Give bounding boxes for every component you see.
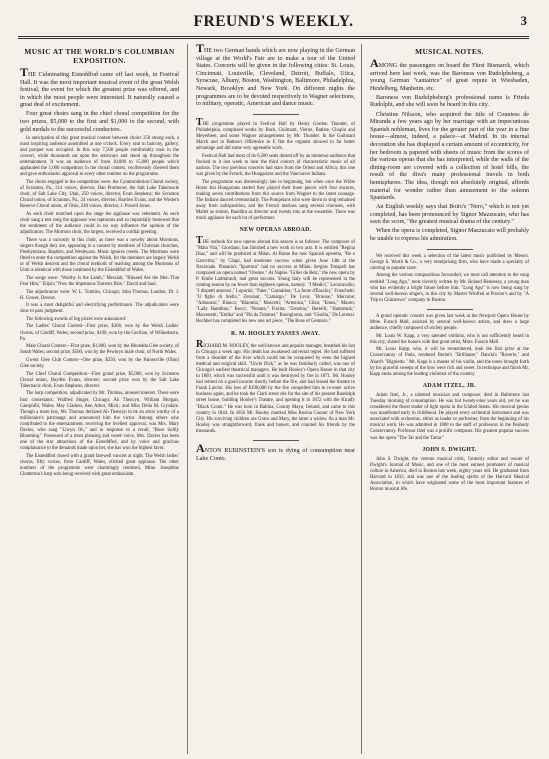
article-paragraph: It was a most delightful and electrifying performance. The adjudicators were slow to pass judgment. — [20, 303, 179, 315]
article-heading-world-fair-music: MUSIC AT THE WORLD'S COLUMBIAN EXPOSITION. — [24, 47, 175, 65]
separator-rule — [427, 309, 473, 310]
article-paragraph: The choirs engaged in the competition were: the Cymmrodorion Choral society, of Scranton, Pa., 214 voices, director, Dan Protheroe; the Salt Lake Tabernacle choir, of Salt Lake City, Utah, 250 voices, director, Evan Stephens; the Scranton Choral union, of Scranton, Pa., 24 voices, director, Hayden Evans, and the Western Reserve Choral union, of Ohio, 240 voices, director, J. Powell Jones. — [20, 179, 179, 210]
article-heading-john-dwight: JOHN S. DWIGHT. — [422, 446, 477, 453]
article-paragraph: THE Culminating Eisteddfod came off last week, in Festival Hall. It was the most important musical event of the great Welsh festival, the event for which the greatest prize was offered, and in which the most people were interested. It naturally caused a great deal of excitement. — [20, 65, 179, 109]
article-paragraph: AMONG the passengers on board the Fürst Bismarck, which arrived here last week, was the Baroness von Rudolphsberg, a young German "cantatrice" of great repute in Wiesbaden, Heidelberg, Manheim, etc. — [370, 56, 529, 92]
separator-rule — [253, 114, 299, 115]
article-lead-block — [20, 65, 179, 134]
column-divider-1 — [187, 44, 188, 754]
column-divider-2 — [361, 44, 362, 754]
article-paragraph: Gwent Glee Club Contest—One prize, $250, won by the Painesville (Ohio) Glee society. — [20, 357, 179, 370]
article-paragraph: Baroness von Rudolphsberg's professional name is Frieda Rudolphi, and she will soon be heard in this city. — [370, 94, 529, 109]
article-paragraph: Mr. Louis W. Kapp, a very talented violinist, who is not sufficiently heard in this city, shared the honors with that great artist, Mme. Furach Mall. — [370, 333, 529, 345]
article-paragraph: There was a curiosity in this choir, as there was a novelty about Mormons, singers though they are, appearing in a contest by members of Christian churches, Presbyterians, Baptists, and Wesleyans. Music ignores creeds. The Mormons were fitted to enter the competition against the Welsh, for the members are largely Welsh or of Welsh descent and the choral methods of teaching among the Mormons of Utah is identical with those instituted by the Eisteddfod of Wales. — [20, 237, 179, 274]
masthead-title: FREUND'S WEEKLY. — [193, 13, 354, 30]
article-paragraph: The following awards of big prizes were announced: — [26, 316, 127, 322]
separator-rule — [253, 440, 299, 441]
article-paragraph: The Ladies' Choral Contest—First prize, $300, won by the Welsh Ladies' chorus, of Cardiff, Wales; second prize, $100, won by the Cecilian, of Wilkesbarre, Pa. — [20, 324, 179, 342]
article-paragraph: THE outlook for new operas abroad this season is as follows: The composer of "Mala Vita," Giordano, has finished a new work in two acts. It is entitled "Regina Diaz," and will be produced at Milan. At Rome the new Spanish operetta, "Re e Garovitto," by Chapi, had moderate success when given June 14th at the Nazionale. Platania's "Spartaco" had no success at Milan. Sergius Tonapell has composed an opera named "Orestes." At Naples "Gilles de Retz," the new opera by P. Emile Ladmirault, had great success. Young Italy will be represented in the coming season by no fewer than eighteen operas, namely: "I Medici," Leoncavallo; "I dispetti amorosi," Luporini; "Pater," Gastaldon; "La fonte d'Enschir," Franchetti; "Il figlio di Stella," Zerolani; "Camargo," De Leva; "Bruone," Marcone; "Almanzor," Bianco; "Blaomia," Mascetti; "Artemisa," Cilea; "Emea," Mauro; "Lady Hamilton," Bocci; "Nunuta," Fiorita; "Zenobia," Bertelli; "Hamsmuk," Marcenetti; "Etelka" and "Più da Tolomei," Buongiorno, and "Gisella," De Lorenzi. Bochher has completed his new one act piece, "The Rose of Gennaro." — [196, 235, 355, 325]
article-paragraph: Male Choral Contest—First prize, $1,000, won by the Rhondda Glee society, of South Wales; second prize, $500, won by the Pewhryn male choir, of North Wales. — [20, 344, 179, 356]
article-paragraph: The adjudicators were: W. L. Tomlins, Chicago; John Thomas, London; Dr. J. H. Gower, Denver. — [20, 289, 179, 301]
article-paragraph: Four great choirs sang in the chief choral competition for the two prizes, $5,000 to the first and $1,000 to the second, with gold medals to the successful conductors. — [20, 111, 179, 133]
article-paragraph: ANTON RUBINSTEIN'S son is dying of consumption near Lake Como. — [196, 440, 355, 462]
article-paragraph: An English weekly says that Boito's "Nero," which is not yet completed, has been pronounced by Signor Mazzucato, who has seen the score, "the greatest musical drama of the century." — [370, 204, 529, 226]
article-heading-hooley: R. M. HOOLEY PASSES AWAY. — [230, 330, 321, 337]
masthead — [18, 13, 529, 33]
article-paragraph: Adam Itzel, Jr., a talented musician and composer, died in Baltimore last Tuesday morning of consumption. He was but twenty-nine years old, yet he was considered the finest leader of light opera in the United States. His musical genius was manifested early in childhood. He played every orchestral instrument and was associated with orchestras, either as leader or performer, from the beginning of his musical work. He was admitted in 1880 to the staff of professors in the Peabody Conservatory. Professor Itzel was a prolific composer. His greatest popular success was the opera "The Tar and the Tartar." — [370, 392, 529, 441]
article-heading-musical-notes: MUSICAL NOTES. — [415, 47, 484, 56]
article-heading-new-operas: NEW OPERAS ABROAD. — [239, 227, 312, 234]
article-german-bands — [196, 41, 355, 109]
article-paragraph: Christine Nilsson, who acquired the title of Countess de Miranda a few years ago by her marriage with an impecunious Spanish nobleman, lives for the greater part of the year in a fine house—almost, indeed, a palace—at Madrid. In its internal decoration she has displayed a certain amount of eccentricity, for her bedroom is papered with sheets of music from the scores of the various operas that she has interpreted, while the walls of the dining-room are covered with a collection of hotel bills, the result of the diva's many professional travels in both hemispheres. The idea, though not absolutely original, affords material for wonder rather than amusement to the solemn Spaniards. — [370, 111, 529, 202]
article-paragraph: The programme was distressingly late in beginning, but when once the White Horse Inn Hungarians started they played their three pieces with four encores, making seven contributions from this source from Wagner to the latest coonage. The Indians danced ceremonially. The Pompeians who were down to sing remained away from indisposition, and the French marines sang several choruses, with Mallet as soloist, Baudilot as director and twenty tots as the ensemble. There was much applause for each lot of performers. — [196, 179, 355, 222]
article-lead-block — [370, 56, 529, 244]
article-paragraph: John S. Dwight, the veteran musical critic, formerly editor and owner of Dwight's Journal of Music, and one of the most earnest promoters of musical culture in America, died in Boston last week, eighty years old. He graduated from Harvard in 1832, and was one of the leading spirits of the Harvard Musical Association, in which have originated some of the most important features of Boston musical life. — [370, 456, 529, 493]
article-paragraph: A grand operatic concert was given last week at the Newport Opera House by Mme. Furach Mall, assisted by several well-known artists, and drew a large audience, chiefly composed of society people. — [370, 313, 529, 332]
article-paragraph: Among the various compositions forwarded, we must call attention to the song entitled "Long Ago," most cleverly written by Mr. Roland Hennessy, a young man who has evidently a bright future before him. "Long Ago" is now being sung by several well-known singers, in this city by Master Winfred at Proctor's and by "A Trip to Chinatown" company in Boston. — [370, 273, 529, 303]
article-paragraph: We received this week a selection of the latest music published by Messrs. George S. Worth & Co., a very enterprising firm, who have made a specialty of catering to popular taste. — [370, 253, 529, 271]
page-number: 3 — [520, 13, 527, 28]
article-paragraph: The harp competition, adjudicated by Mr. Thomas, aroused interest. There were four contestants: Walfred Singer, Chicago; Ab Thencyn, William Morgan, Caerphilli, Wales; May Clarken, Ann Arbor, Mich.; and Miss Delia M. Crysdale. Though a mere boy, Mr. Thomas declared Ab Thencyn to be an artist worthy of a millionaire's patronage and announced him the victor. Among others who contributed to the entertainment, receiving the liveliest approval, was Mrs. Mary Davies, who sang "Llwyn On," and in response to a recall, "Rose Softly Blooming." Possessed of a most pleasing and sweet voice, Mrs. Davies has been one of the star attractions of the Eisteddfod, and by voice and gracious complaisance to the demands made upon her, she has won the highest favor. — [20, 391, 179, 452]
column-2 — [196, 41, 355, 465]
article-rubinstein — [196, 440, 355, 463]
article-paragraph: In anticipation of this great musical contest between choirs 250 strong each, a most inspiring audience assembled at one o'clock. Every seat in balcony, gallery, and parquet was occupied. In this way 7,500 people comfortably took in the concert, while thousands sat upon the stairways and stood up throughout the entertainment. It was an audience of from 10,000 to 15,000 people which applauded the 1,000 competitors in the choral contest, vociferously cheered them and gave enthusiastic approval to every other number on the programme. — [20, 135, 179, 178]
article-paragraph: RICHARD M. HOOLEY, the well-known and popular manager, breathed his last in Chicago a week ago. His death has awakened universal regret. He had suffered from a disorder of the liver which could not be conquered by even the highest medical and surgical skill. "Uncle Dick," as he was familiarly called, was one of Chicago's earliest theatrical managers. He built Hooley's Opera House in that city in 1869, which was successful until it was destroyed by fire in 1871. Mr. Hooley had retired on a good income shortly before the fire, and had leased the theatre to Frank Lawlor. His loss of $190,000 by the fire compelled him to re-enter active business again, and he took the Clark street site for the site of his present Randolph street house, building Hooley's Theatre, and opening it in 1872 with the Kiralfy "Black Crook." He was born in Ballina, County Mayo, Ireland, and came to this country in 1844. In 1856 Mr. Hooley married Miss Rosina Connor of New York City. His surviving children are Grace and Mary, the latter a widow. As a man Mr. Hooley was straightforward, frank and honest, and counted his friends by the thousands. — [196, 338, 355, 434]
separator-rule — [427, 249, 473, 250]
article-paragraph: The Chief Choral Competition—First grand prize, $5,000, won by Scranton Choral union, Hayden Evans, director; second prize won by the Salt Lake Tabernacle choir, Evan Stephens, director. — [20, 371, 179, 389]
article-paragraph: The Eisteddfod closed with a grand farewell concert at night. The Welsh ladies' chorus, fifty voices, from Cardiff, Wales, elicited great applause. The other numbers of the programme were charmingly rendered, Mme. Josephine Chatterton's harp solo being received with great enthusiasm. — [20, 453, 179, 478]
masthead-rule-top — [18, 36, 529, 37]
article-paragraph: Mr. Louis Kapp, who, it will be remembered, took the first prize at the Conservatory of Paris, rendered Beriot's "Brilliante," Dancla's "Reverie," and Alard's "Rigoletto." Mr. Kapp is a master of his violin, and the tones brought forth by his graceful sweeps of the bow were rich and sweet. In technique and finish Mr. Kapp ranks among the leading violinists of the country. — [370, 347, 529, 377]
article-paragraph: THE programme played in Festival Hall by Henry Gordon Thunder, of Philadelphia, comprised works by Bach, Guilmant, Vierne, Batiste, Chopin and Meyerbeer, and some Wagner arrangements by Mr. Thunder. In the Guilmant March and in Batiste's Offertoire in E flat the organist showed to far better advantage and did some very agreeable work. — [196, 116, 355, 152]
masthead-rule-bottom — [18, 38, 529, 39]
article-paragraph: THE two German bands which are now playing in the German village at the World's Fair are to make a tour of the United States. Concerts will be given in the following cities: St. Louis, Cincinnati, Louisville, Cleveland, Detroit, Buffalo, Utica, Syracuse, Albany, Boston, Washington, Baltimore, Philadelphia, Newark, Brooklyn and New York. On different nights the programmes are to be devoted respectively to Wagner selections, to military, operatic, American and dance music. — [196, 41, 355, 108]
column-1 — [20, 45, 179, 480]
article-paragraph: As each choir marched upon the stage the applause was vehement. As each choir sang a test song the applause was rapturous and so impartially bestowed that the sentiment of the audience could in no way influence the opinion of the adjudicators. The Mormon choir, the largest, received a cordial greeting. — [20, 211, 179, 236]
article-paragraph: Festival Hall had most of its 6,500 seats dusted off by an immense audience that flocked to it last week to hear the third concert of characteristic music of all nations. The two previous concerts had stars from the Orient and Africa; this one was given by the French, the Hungarians and the Vancouver Indians. — [196, 153, 355, 177]
article-paragraph: The songs were: "Worthy Is the Lamb," Messiah; "Blessed Are the Men That Fear Him," Elijah; "Now the Impetuous Torrents Rise," David and Saul. — [20, 275, 179, 287]
article-paragraph: When the opera is completed, Signor Mazzucato will probably be unable to express his admiration. — [370, 228, 529, 243]
article-heading-adam-itzel: ADAM ITZEL, JR. — [422, 382, 477, 389]
column-3 — [370, 45, 529, 495]
